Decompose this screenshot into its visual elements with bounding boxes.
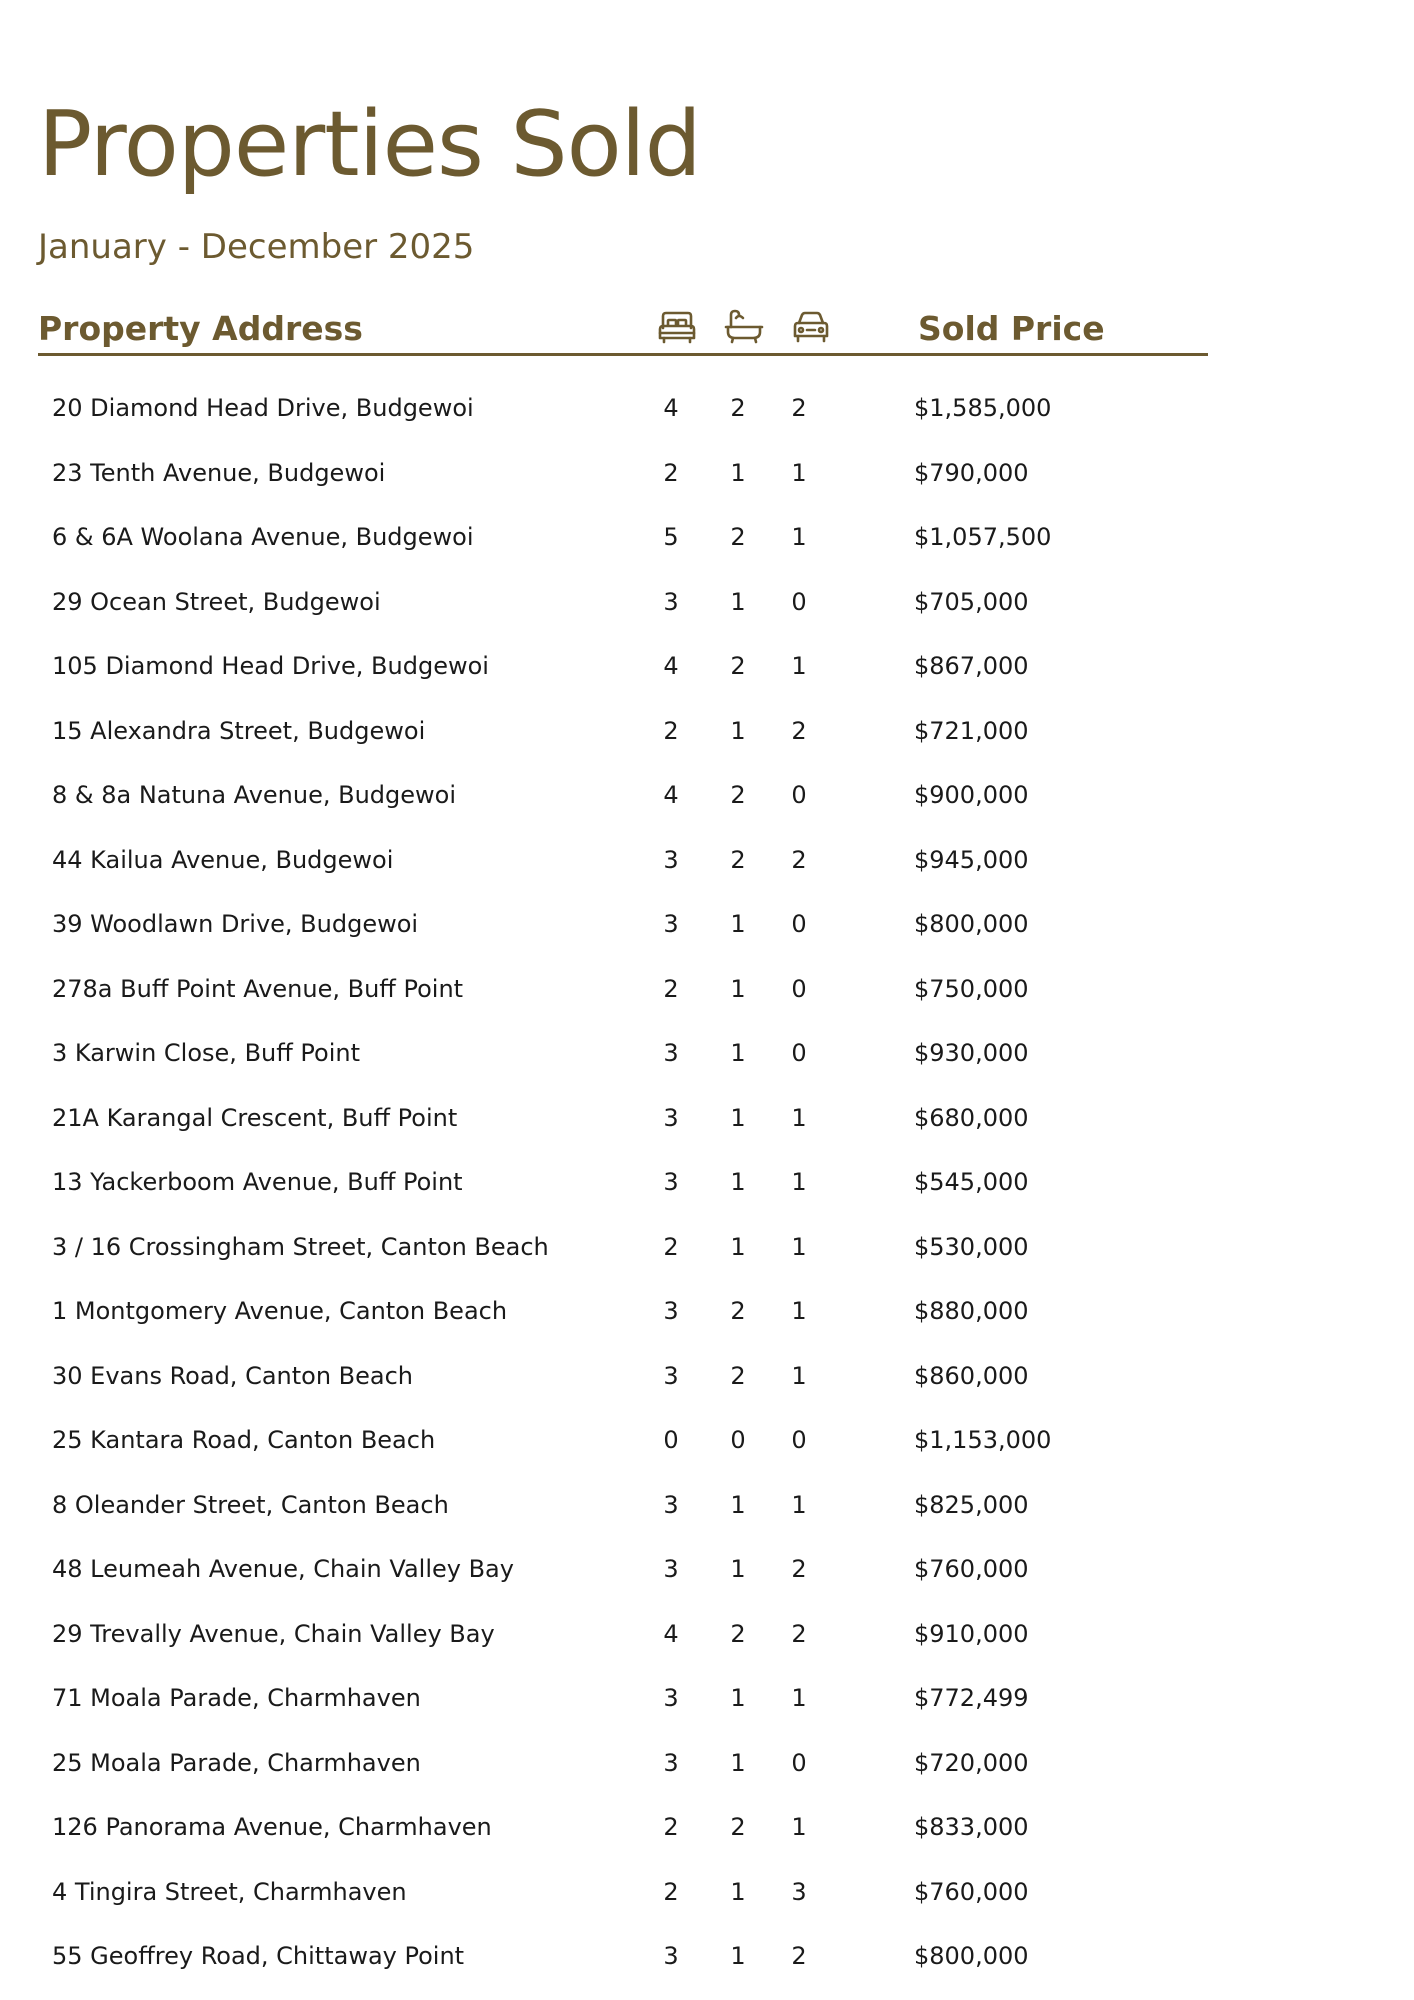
address-cell: 1 Montgomery Avenue, Canton Beach bbox=[52, 1297, 508, 1325]
bathrooms-cell: 2 bbox=[730, 1297, 746, 1325]
bathrooms-cell: 2 bbox=[730, 1619, 746, 1648]
car-spaces-cell: 1 bbox=[791, 523, 807, 551]
car-spaces-cell: 0 bbox=[791, 1039, 807, 1067]
table-row bbox=[38, 1735, 1208, 1800]
table-row bbox=[38, 1412, 1208, 1477]
bedrooms-cell: 4 bbox=[663, 781, 679, 809]
car-spaces-cell: 2 bbox=[791, 394, 807, 422]
sold-price-cell: $720,000 bbox=[914, 1748, 1029, 1777]
bathrooms-cell: 1 bbox=[730, 1877, 746, 1906]
address-cell: 25 Moala Parade, Charmhaven bbox=[52, 1748, 421, 1777]
car-spaces-cell: 1 bbox=[791, 1297, 807, 1325]
car-spaces-cell: 0 bbox=[791, 781, 807, 809]
bathrooms-cell: 1 bbox=[730, 1748, 746, 1777]
table-row bbox=[38, 1799, 1208, 1864]
car-spaces-cell: 0 bbox=[791, 974, 807, 1003]
address-cell: 29 Ocean Street, Budgewoi bbox=[52, 587, 381, 616]
address-cell: 6 & 6A Woolana Avenue, Budgewoi bbox=[52, 523, 474, 551]
sold-price-cell: $800,000 bbox=[914, 910, 1029, 938]
address-cell: 278a Buff Point Avenue, Buff Point bbox=[52, 974, 464, 1003]
sold-price-cell: $772,499 bbox=[914, 1684, 1029, 1712]
sold-price-cell: $790,000 bbox=[914, 458, 1029, 487]
sold-price-cell: $530,000 bbox=[914, 1232, 1029, 1261]
bed-icon bbox=[655, 309, 699, 345]
bedrooms-cell: 3 bbox=[663, 1297, 679, 1325]
bedrooms-cell: 3 bbox=[663, 1361, 679, 1390]
bedrooms-cell: 3 bbox=[663, 1942, 679, 1970]
table-row bbox=[38, 1606, 1208, 1671]
bathrooms-cell: 2 bbox=[730, 781, 746, 809]
sold-price-cell: $721,000 bbox=[914, 716, 1029, 745]
table-row bbox=[38, 896, 1208, 961]
table-header bbox=[38, 305, 1208, 356]
sold-price-cell: $1,585,000 bbox=[914, 394, 1052, 422]
bathrooms-cell: 0 bbox=[730, 1426, 746, 1454]
bedrooms-cell: 3 bbox=[663, 1490, 679, 1519]
sold-price-cell: $680,000 bbox=[914, 1103, 1029, 1132]
bedrooms-cell: 2 bbox=[663, 1232, 679, 1261]
sold-price-cell: $800,000 bbox=[914, 1942, 1029, 1970]
car-spaces-cell: 1 bbox=[791, 1361, 807, 1390]
bathrooms-cell: 1 bbox=[730, 587, 746, 616]
bathrooms-cell: 2 bbox=[730, 652, 746, 680]
address-cell: 55 Geoffrey Road, Chittaway Point bbox=[52, 1942, 465, 1970]
table-row bbox=[38, 703, 1208, 768]
car-spaces-cell: 1 bbox=[791, 1813, 807, 1841]
address-column-header: Property Address bbox=[38, 309, 363, 348]
table-row bbox=[38, 1348, 1208, 1413]
car-spaces-cell: 2 bbox=[791, 1942, 807, 1970]
bedrooms-cell: 5 bbox=[663, 523, 679, 551]
address-cell: 3 / 16 Crossingham Street, Canton Beach bbox=[52, 1232, 549, 1261]
bedrooms-cell: 0 bbox=[663, 1426, 679, 1454]
address-cell: 8 & 8a Natuna Avenue, Budgewoi bbox=[52, 781, 456, 809]
table-row bbox=[38, 1928, 1208, 1993]
address-cell: 25 Kantara Road, Canton Beach bbox=[52, 1426, 436, 1454]
car-spaces-cell: 1 bbox=[791, 1232, 807, 1261]
address-cell: 3 Karwin Close, Buff Point bbox=[52, 1039, 360, 1067]
sold-price-cell: $867,000 bbox=[914, 652, 1029, 680]
bedrooms-cell: 3 bbox=[663, 1039, 679, 1067]
table-row bbox=[38, 1219, 1208, 1284]
bathrooms-cell: 1 bbox=[730, 1490, 746, 1519]
bedrooms-cell: 3 bbox=[663, 1748, 679, 1777]
bathrooms-cell: 1 bbox=[730, 1232, 746, 1261]
address-cell: 15 Alexandra Street, Budgewoi bbox=[52, 716, 426, 745]
car-spaces-cell: 2 bbox=[791, 845, 807, 874]
table-row bbox=[38, 638, 1208, 703]
table-row bbox=[38, 1864, 1208, 1929]
address-cell: 13 Yackerboom Avenue, Buff Point bbox=[52, 1168, 463, 1196]
sold-price-cell: $825,000 bbox=[914, 1490, 1029, 1519]
sold-price-cell: $945,000 bbox=[914, 845, 1029, 874]
bedrooms-cell: 3 bbox=[663, 587, 679, 616]
sold-price-cell: $930,000 bbox=[914, 1039, 1029, 1067]
sold-price-cell: $900,000 bbox=[914, 781, 1029, 809]
sold-price-cell: $545,000 bbox=[914, 1168, 1029, 1196]
bathrooms-cell: 2 bbox=[730, 394, 746, 422]
table-row bbox=[38, 832, 1208, 897]
sold-price-cell: $705,000 bbox=[914, 587, 1029, 616]
bathrooms-cell: 1 bbox=[730, 1942, 746, 1970]
bedrooms-cell: 2 bbox=[663, 458, 679, 487]
sold-price-cell: $1,153,000 bbox=[914, 1426, 1052, 1454]
sold-price-cell: $833,000 bbox=[914, 1813, 1029, 1841]
bathrooms-cell: 2 bbox=[730, 845, 746, 874]
table-row bbox=[38, 1154, 1208, 1219]
table-row bbox=[38, 509, 1208, 574]
bedrooms-cell: 2 bbox=[663, 1877, 679, 1906]
price-column-header: Sold Price bbox=[918, 309, 1105, 348]
page-subtitle: January - December 2025 bbox=[38, 227, 475, 267]
address-cell: 30 Evans Road, Canton Beach bbox=[52, 1361, 414, 1390]
bathrooms-cell: 1 bbox=[730, 1168, 746, 1196]
bathrooms-cell: 1 bbox=[730, 1555, 746, 1583]
table-row bbox=[38, 380, 1208, 445]
car-spaces-cell: 1 bbox=[791, 458, 807, 487]
bedrooms-cell: 2 bbox=[663, 1813, 679, 1841]
car-spaces-cell: 2 bbox=[791, 716, 807, 745]
table-row bbox=[38, 767, 1208, 832]
bedrooms-cell: 4 bbox=[663, 1619, 679, 1648]
bathrooms-cell: 1 bbox=[730, 1039, 746, 1067]
page-title: Properties Sold bbox=[38, 92, 701, 197]
address-cell: 71 Moala Parade, Charmhaven bbox=[52, 1684, 421, 1712]
bedrooms-cell: 2 bbox=[663, 974, 679, 1003]
table-row bbox=[38, 1090, 1208, 1155]
sold-price-cell: $860,000 bbox=[914, 1361, 1029, 1390]
bathrooms-cell: 1 bbox=[730, 910, 746, 938]
address-cell: 4 Tingira Street, Charmhaven bbox=[52, 1877, 407, 1906]
car-icon bbox=[789, 309, 833, 345]
bedrooms-cell: 3 bbox=[663, 910, 679, 938]
table-row bbox=[38, 1025, 1208, 1090]
bathrooms-cell: 2 bbox=[730, 1813, 746, 1841]
address-cell: 8 Oleander Street, Canton Beach bbox=[52, 1490, 449, 1519]
sold-price-cell: $760,000 bbox=[914, 1555, 1029, 1583]
table-row bbox=[38, 1477, 1208, 1542]
car-spaces-cell: 0 bbox=[791, 1748, 807, 1777]
address-cell: 20 Diamond Head Drive, Budgewoi bbox=[52, 394, 474, 422]
table-row bbox=[38, 1670, 1208, 1735]
bath-icon bbox=[722, 309, 766, 345]
address-cell: 126 Panorama Avenue, Charmhaven bbox=[52, 1813, 492, 1841]
address-cell: 21A Karangal Crescent, Buff Point bbox=[52, 1103, 458, 1132]
bathrooms-cell: 1 bbox=[730, 1103, 746, 1132]
bedrooms-cell: 2 bbox=[663, 716, 679, 745]
car-spaces-cell: 2 bbox=[791, 1619, 807, 1648]
bathrooms-cell: 1 bbox=[730, 458, 746, 487]
bathrooms-cell: 1 bbox=[730, 974, 746, 1003]
bedrooms-cell: 4 bbox=[663, 652, 679, 680]
sold-price-cell: $750,000 bbox=[914, 974, 1029, 1003]
sold-price-cell: $760,000 bbox=[914, 1877, 1029, 1906]
car-spaces-cell: 3 bbox=[791, 1877, 807, 1906]
sold-price-cell: $1,057,500 bbox=[914, 523, 1052, 551]
bedrooms-cell: 3 bbox=[663, 845, 679, 874]
address-cell: 39 Woodlawn Drive, Budgewoi bbox=[52, 910, 419, 938]
sales-table bbox=[38, 380, 1208, 1993]
address-cell: 44 Kailua Avenue, Budgewoi bbox=[52, 845, 394, 874]
bedrooms-cell: 4 bbox=[663, 394, 679, 422]
sold-price-cell: $910,000 bbox=[914, 1619, 1029, 1648]
car-spaces-cell: 0 bbox=[791, 910, 807, 938]
bathrooms-cell: 2 bbox=[730, 1361, 746, 1390]
sold-price-cell: $880,000 bbox=[914, 1297, 1029, 1325]
address-cell: 23 Tenth Avenue, Budgewoi bbox=[52, 458, 386, 487]
table-row bbox=[38, 445, 1208, 510]
car-spaces-cell: 2 bbox=[791, 1555, 807, 1583]
car-spaces-cell: 0 bbox=[791, 587, 807, 616]
table-row bbox=[38, 1283, 1208, 1348]
address-cell: 29 Trevally Avenue, Chain Valley Bay bbox=[52, 1619, 495, 1648]
car-spaces-cell: 1 bbox=[791, 652, 807, 680]
bathrooms-cell: 2 bbox=[730, 523, 746, 551]
car-spaces-cell: 0 bbox=[791, 1426, 807, 1454]
car-spaces-cell: 1 bbox=[791, 1103, 807, 1132]
bathrooms-cell: 1 bbox=[730, 716, 746, 745]
bedrooms-cell: 3 bbox=[663, 1168, 679, 1196]
car-spaces-cell: 1 bbox=[791, 1168, 807, 1196]
table-row bbox=[38, 1541, 1208, 1606]
address-cell: 48 Leumeah Avenue, Chain Valley Bay bbox=[52, 1555, 514, 1583]
bedrooms-cell: 3 bbox=[663, 1684, 679, 1712]
car-spaces-cell: 1 bbox=[791, 1490, 807, 1519]
car-spaces-cell: 1 bbox=[791, 1684, 807, 1712]
bedrooms-cell: 3 bbox=[663, 1103, 679, 1132]
bathrooms-cell: 1 bbox=[730, 1684, 746, 1712]
table-row bbox=[38, 574, 1208, 639]
table-row bbox=[38, 961, 1208, 1026]
bedrooms-cell: 3 bbox=[663, 1555, 679, 1583]
address-cell: 105 Diamond Head Drive, Budgewoi bbox=[52, 652, 489, 680]
